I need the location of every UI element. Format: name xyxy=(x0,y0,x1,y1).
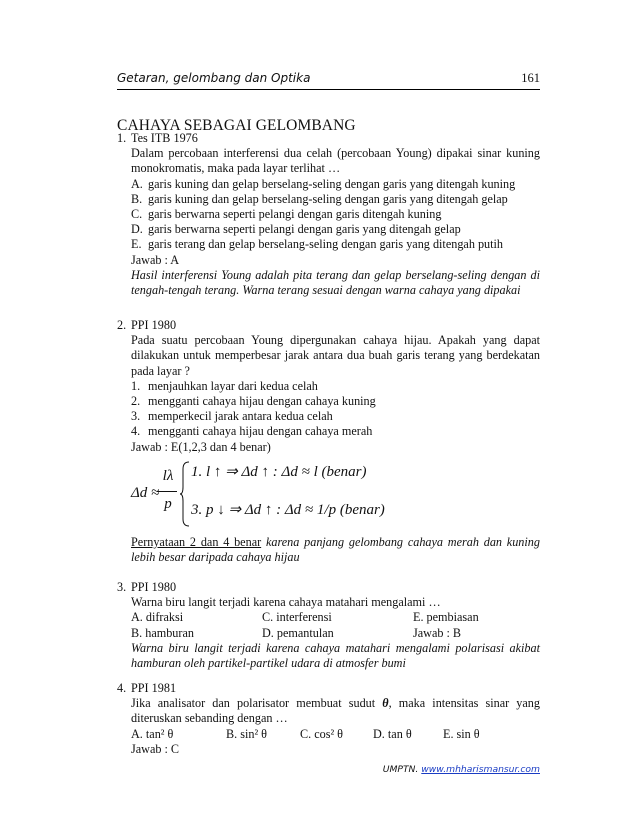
fraction-numerator: lλ xyxy=(162,467,174,484)
answer: Jawab : B xyxy=(413,625,462,640)
question-text: Pada suatu percobaan Young dipergunakan cahaya hijau. Apakah yang dapat dilakukan untuk memperbesar jarak antara dua buah garis terang yang berdekatan pada layar ? xyxy=(131,333,540,378)
header-rule xyxy=(117,89,540,90)
fraction-denominator: p xyxy=(164,495,172,512)
option-a: A. tan² θ xyxy=(131,726,174,741)
option-4: 4. mengganti cahaya hijau dengan cahaya merah xyxy=(131,424,373,439)
question-text: Dalam percobaan interferensi dua celah (percobaan Young) dipakai sinar kuning monokromatis, maka pada layar terlihat … xyxy=(131,146,540,176)
option-c: C. garis berwarna seperti pelangi dengan garis ditengah kuning xyxy=(131,207,442,222)
option-d: D. tan θ xyxy=(373,726,412,741)
question-number: 1. xyxy=(117,131,127,145)
equation-lhs: Δd ≈ xyxy=(131,484,160,501)
question-1 xyxy=(117,131,540,298)
question-source: Tes ITB 1976 xyxy=(131,131,198,145)
question-3 xyxy=(117,580,540,671)
question-number: 3. xyxy=(117,580,127,594)
note-rest: karena panjang gelombang cahaya merah dan kuning lebih besar daripada cahaya hijau xyxy=(131,534,540,565)
answer: Jawab : C xyxy=(131,741,180,756)
option-e: E. pembiasan xyxy=(413,610,479,625)
question-source: PPI 1980 xyxy=(131,580,177,594)
case-1: 1. l ↑ ⇒ Δd ↑ : Δd ≈ l (benar) xyxy=(191,463,367,480)
answer: Jawab : E(1,2,3 dan 4 benar) xyxy=(131,439,271,454)
question-number: 4. xyxy=(117,681,127,695)
option-e: E. sin θ xyxy=(443,726,480,741)
option-b: B. garis kuning dan gelap berselang-seling dengan garis yang ditengah gelap xyxy=(131,191,508,206)
option-d: D. garis berwarna seperti pelangi dengan garis yang ditengah gelap xyxy=(131,222,461,237)
option-a: A. garis kuning dan gelap berselang-seling dengan garis yang ditengah kuning xyxy=(131,176,516,191)
brace-icon xyxy=(180,461,190,527)
question-source: PPI 1981 xyxy=(131,681,177,695)
case-2: 3. p ↓ ⇒ Δd ↑ : Δd ≈ 1/p (benar) xyxy=(191,501,385,518)
options-row xyxy=(131,727,540,742)
footer-label: UMPTN. xyxy=(382,764,419,775)
page-header xyxy=(117,71,540,86)
question-number: 2. xyxy=(117,318,127,332)
fraction-bar xyxy=(157,491,177,492)
note-underlined: Pernyataan 2 dan 4 benar xyxy=(131,534,262,549)
question-text: Jika analisator dan polarisator membuat sudut θ, maka intensitas sinar yang diteruskan sebanding dengan … xyxy=(131,696,540,726)
option-1: 1. menjauhkan layar dari kedua celah xyxy=(131,378,318,393)
question-2 xyxy=(117,318,540,565)
answer: Jawab : A xyxy=(131,252,180,267)
question-4 xyxy=(117,681,540,757)
note xyxy=(131,535,540,565)
option-a: A. difraksi xyxy=(131,610,184,625)
footer-link[interactable]: www.mhharismansur.com xyxy=(421,764,540,775)
option-b: B. hamburan xyxy=(131,625,194,640)
explanation: Hasil interferensi Young adalah pita terang dan gelap berselang-seling dengan di tengah-tengah terang. Warna terang sesuai dengan warna cahaya yang dipakai xyxy=(131,267,540,298)
option-d: D. pemantulan xyxy=(262,625,334,640)
section-title: CAHAYA SEBAGAI GELOMBANG xyxy=(117,117,356,134)
option-c: C. cos² θ xyxy=(300,726,344,741)
options-row-1 xyxy=(131,610,540,625)
explanation: Warna biru langit terjadi karena cahaya matahari mengalami polarisasi akibat hamburan oleh partikel-partikel udara di atmosfer bumi xyxy=(131,640,540,671)
option-b: B. sin² θ xyxy=(226,726,267,741)
option-2: 2. mengganti cahaya hijau dengan cahaya kuning xyxy=(131,394,376,409)
header-title: Getaran, gelombang dan Optika xyxy=(117,71,311,85)
question-source: PPI 1980 xyxy=(131,318,177,332)
question-text: Warna biru langit terjadi karena cahaya matahari mengalami … xyxy=(131,595,441,610)
page-number: 161 xyxy=(521,71,540,85)
option-3: 3. memperkecil jarak antara kedua celah xyxy=(131,409,333,424)
equation xyxy=(131,459,540,529)
option-e: E. garis terang dan gelap berselang-seling dengan garis yang ditengah putih xyxy=(131,237,504,252)
option-c: C. interferensi xyxy=(262,610,332,625)
page-footer xyxy=(383,762,540,777)
options-row-2 xyxy=(131,626,540,641)
theta-symbol: θ xyxy=(382,696,389,711)
